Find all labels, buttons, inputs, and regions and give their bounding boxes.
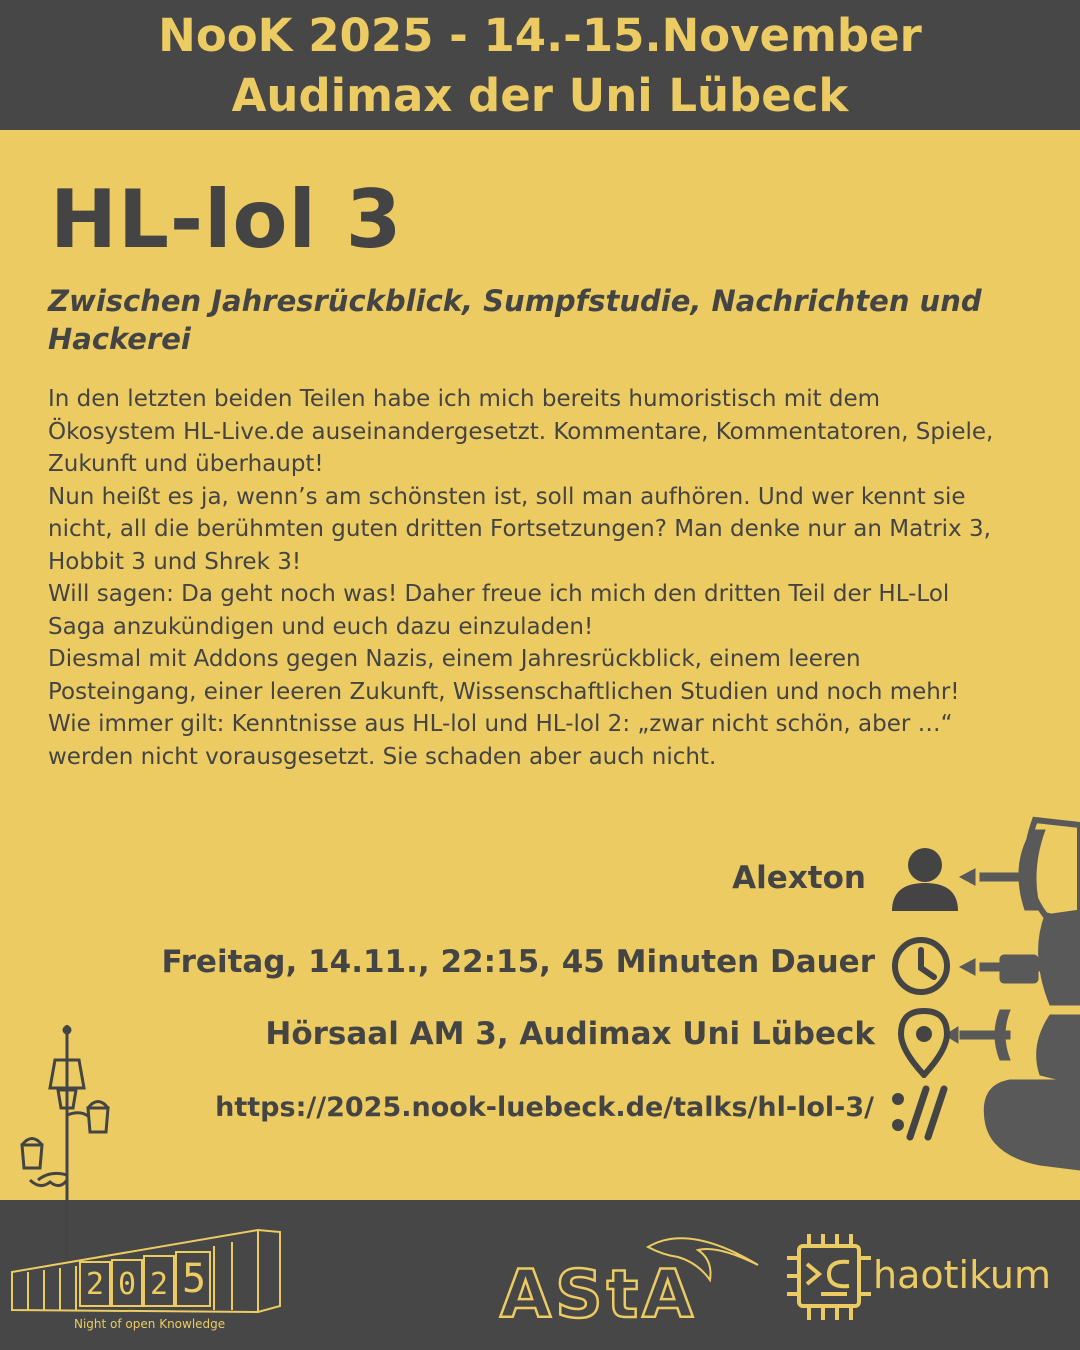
event-venue-line: Audimax der Uni Lübeck	[231, 69, 849, 122]
description-paragraph: In den letzten beiden Teilen habe ich mich bereits humoristisch mit dem Ökosystem HL-Live.de auseinandergesetzt. Kommentare, Kommentatoren, Spiele, Zukunft und überhaupt!	[48, 386, 994, 477]
talk-room: Hörsaal AM 3, Audimax Uni Lübeck	[265, 1016, 875, 1052]
talk-subtitle: Zwischen Jahresrückblick, Sumpfstudie, Nachrichten und Hackerei	[48, 284, 982, 356]
loudspeaker-decoration	[940, 815, 1080, 1175]
nook-logo-digit: 2	[150, 1267, 169, 1302]
asta-logo-text: AStA	[500, 1256, 698, 1325]
talk-url[interactable]: https://2025.nook-luebeck.de/talks/hl-lol-3/	[215, 1092, 874, 1123]
nook-logo-tagline: Night of open Knowledge	[74, 1317, 226, 1331]
event-header	[0, 0, 1080, 130]
talk-time: Freitag, 14.11., 22:15, 45 Minuten Dauer	[161, 944, 875, 980]
nook-logo-digit: 5	[182, 1256, 207, 1302]
event-title-line: NooK 2025 - 14.-15.November	[158, 9, 922, 62]
nook-logo	[8, 1222, 288, 1334]
description-paragraph: Will sagen: Da geht noch was! Daher freue ich mich den dritten Teil der HL-Lol Saga anzukündigen und euch dazu einzuladen!	[48, 581, 950, 640]
description-paragraph: Nun heißt es ja, wenn’s am schönsten ist, soll man aufhören. Und wer kennt sie nicht, all die berühmten guten dritten Fortsetzungen? Man denke nur an Matrix 3, Hobbit 3 und Shrek 3!	[48, 483, 991, 575]
asta-logo	[498, 1225, 768, 1325]
talk-title: HL-lol 3	[50, 173, 403, 266]
nook-logo-digit: 0	[118, 1267, 137, 1302]
nook-logo-digit: 2	[86, 1267, 105, 1302]
person-icon	[890, 845, 960, 911]
chaotikum-logo	[785, 1232, 1070, 1332]
clock-icon	[890, 935, 952, 997]
talk-description	[48, 383, 998, 773]
description-paragraph: Diesmal mit Addons gegen Nazis, einem Jahresrückblick, einem leeren Posteingang, einer leeren Zukunft, Wissenschaftlichen Studien und noch mehr!	[48, 646, 960, 705]
url-scheme-icon	[888, 1085, 950, 1141]
description-paragraph: Wie immer gilt: Kenntnisse aus HL-lol und HL-lol 2: „zwar nicht schön, aber …“ werden nicht vorausgesetzt. Sie schaden aber auch nicht.	[48, 711, 953, 770]
speaker-name: Alexton	[732, 860, 866, 896]
location-pin-icon	[898, 1008, 950, 1078]
chaotikum-logo-text: haotikum	[873, 1253, 1052, 1297]
